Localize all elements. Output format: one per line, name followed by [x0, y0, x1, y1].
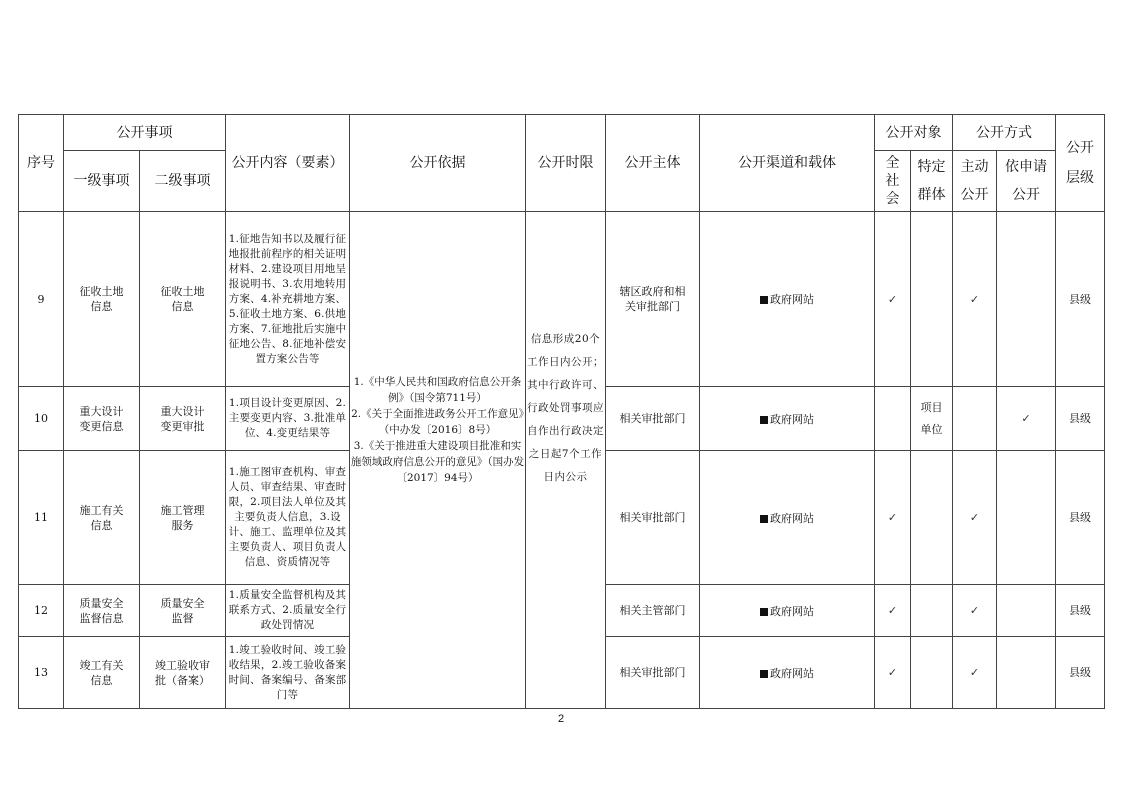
header-channel: 公开渠道和载体	[700, 115, 875, 212]
row-subject: 辖区政府和相 关审批部门	[606, 212, 700, 387]
row-level1: 质量安全 监督信息	[64, 585, 140, 637]
row-channel	[700, 212, 875, 387]
row-subject: 相关审批部门	[606, 637, 700, 709]
header-matter: 公开事项	[64, 115, 226, 151]
row-method-active: ✓	[953, 585, 997, 637]
header-level1: 一级事项	[64, 151, 140, 212]
row-content: 1.项目设计变更原因、2.主要变更内容、3.批准单位、4.变更结果等	[226, 387, 350, 451]
row-seq: 13	[19, 637, 64, 709]
row-target-all: ✓	[875, 585, 911, 637]
square-bullet-icon	[760, 670, 768, 678]
row-level1: 征收土地 信息	[64, 212, 140, 387]
row-seq: 9	[19, 212, 64, 387]
row-seq: 12	[19, 585, 64, 637]
row-method-apply	[997, 585, 1056, 637]
disclosure-table	[18, 114, 1105, 709]
row-channel	[700, 387, 875, 451]
row-method-apply: ✓	[997, 387, 1056, 451]
row-target-specific: 项目 单位	[911, 387, 953, 451]
row-channel	[700, 451, 875, 585]
square-bullet-icon	[760, 608, 768, 616]
header-method-active: 主动 公开	[953, 151, 997, 212]
row-channel-label: 政府网站	[770, 293, 814, 306]
row-level2: 重大设计 变更审批	[140, 387, 226, 451]
row-method-apply	[997, 212, 1056, 387]
row-method-apply	[997, 451, 1056, 585]
row-level1: 竣工有关 信息	[64, 637, 140, 709]
row-content: 1.质量安全监督机构及其联系方式、2.质量安全行政处罚情况	[226, 585, 350, 637]
row-target-specific	[911, 637, 953, 709]
row-level: 县级	[1056, 585, 1105, 637]
row-target-all: ✓	[875, 212, 911, 387]
header-method-apply: 依申请 公开	[997, 151, 1056, 212]
square-bullet-icon	[760, 416, 768, 424]
row-level2: 施工管理 服务	[140, 451, 226, 585]
row-target-all	[875, 387, 911, 451]
row-method-active	[953, 387, 997, 451]
header-level2: 二级事项	[140, 151, 226, 212]
row-level2: 竣工验收审 批（备案）	[140, 637, 226, 709]
header-level: 公开 层级	[1056, 115, 1105, 212]
header-content: 公开内容（要素）	[226, 115, 350, 212]
shared-time-limit	[526, 212, 606, 709]
square-bullet-icon	[760, 515, 768, 523]
row-target-all: ✓	[875, 451, 911, 585]
row-content: 1.施工图审查机构、审查人员、审查结果、审查时限，2.项目法人单位及其主要负责人信息，3.设计、施工、监理单位及其主要负责人、项目负责人信息、资质情况等	[226, 451, 350, 585]
row-channel	[700, 585, 875, 637]
row-channel-label: 政府网站	[770, 511, 814, 525]
row-method-active: ✓	[953, 637, 997, 709]
row-channel	[700, 637, 875, 709]
header-time-limit: 公开时限	[526, 115, 606, 212]
header-method: 公开方式	[953, 115, 1056, 151]
row-method-apply	[997, 637, 1056, 709]
row-level1: 施工有关 信息	[64, 451, 140, 585]
row-channel-label: 政府网站	[770, 604, 814, 618]
row-channel-label: 政府网站	[770, 666, 814, 680]
row-subject: 相关审批部门	[606, 387, 700, 451]
row-seq: 10	[19, 387, 64, 451]
header-target-specific: 特定 群体	[911, 151, 953, 212]
header-seq: 序号	[19, 115, 64, 212]
row-level: 县级	[1056, 637, 1105, 709]
shared-basis-text: 1.《中华人民共和国政府信息公开条例》（国令第711号） 2.《关于全面推进政务公开工作意见》（中办发〔2016〕8号） 3.《关于推进重大建设项目批准和实施领域政府信息公开的意见》（国办发〔2017〕94号）	[350, 376, 525, 484]
row-target-specific	[911, 212, 953, 387]
row-method-active: ✓	[953, 451, 997, 585]
row-level2: 征收土地 信息	[140, 212, 226, 387]
square-bullet-icon	[760, 296, 768, 304]
header-target: 公开对象	[875, 115, 953, 151]
row-level1: 重大设计 变更信息	[64, 387, 140, 451]
row-subject: 相关主管部门	[606, 585, 700, 637]
shared-basis	[350, 212, 526, 709]
header-subject: 公开主体	[606, 115, 700, 212]
shared-time-limit-text: 信息形成20个工作日内公开；其中行政许可、行政处罚事项应自作出行政决定之日起7个工作日内公示	[527, 332, 604, 483]
row-method-active: ✓	[953, 212, 997, 387]
row-level: 县级	[1056, 451, 1105, 585]
header-target-all: 全 社 会	[875, 151, 911, 212]
table-row	[19, 212, 1105, 387]
row-target-specific	[911, 585, 953, 637]
row-content: 1.征地告知书以及履行征地报批前程序的相关证明材料、2.建设项目用地呈报说明书、3.农用地转用方案、4.补充耕地方案、5.征收土地方案、6.供地方案、7.征地批后实施中征地公告、8.征地补偿安置方案公告等	[226, 212, 350, 387]
row-content: 1.竣工验收时间、竣工验收结果，2.竣工验收备案时间、备案编号、备案部门等	[226, 637, 350, 709]
row-level2: 质量安全 监督	[140, 585, 226, 637]
row-target-all: ✓	[875, 637, 911, 709]
page-number: 2	[557, 713, 565, 725]
row-level: 县级	[1056, 387, 1105, 451]
row-subject: 相关审批部门	[606, 451, 700, 585]
row-level: 县级	[1056, 212, 1105, 387]
header-basis: 公开依据	[350, 115, 526, 212]
row-seq: 11	[19, 451, 64, 585]
row-channel-label: 政府网站	[770, 412, 814, 426]
row-target-specific	[911, 451, 953, 585]
